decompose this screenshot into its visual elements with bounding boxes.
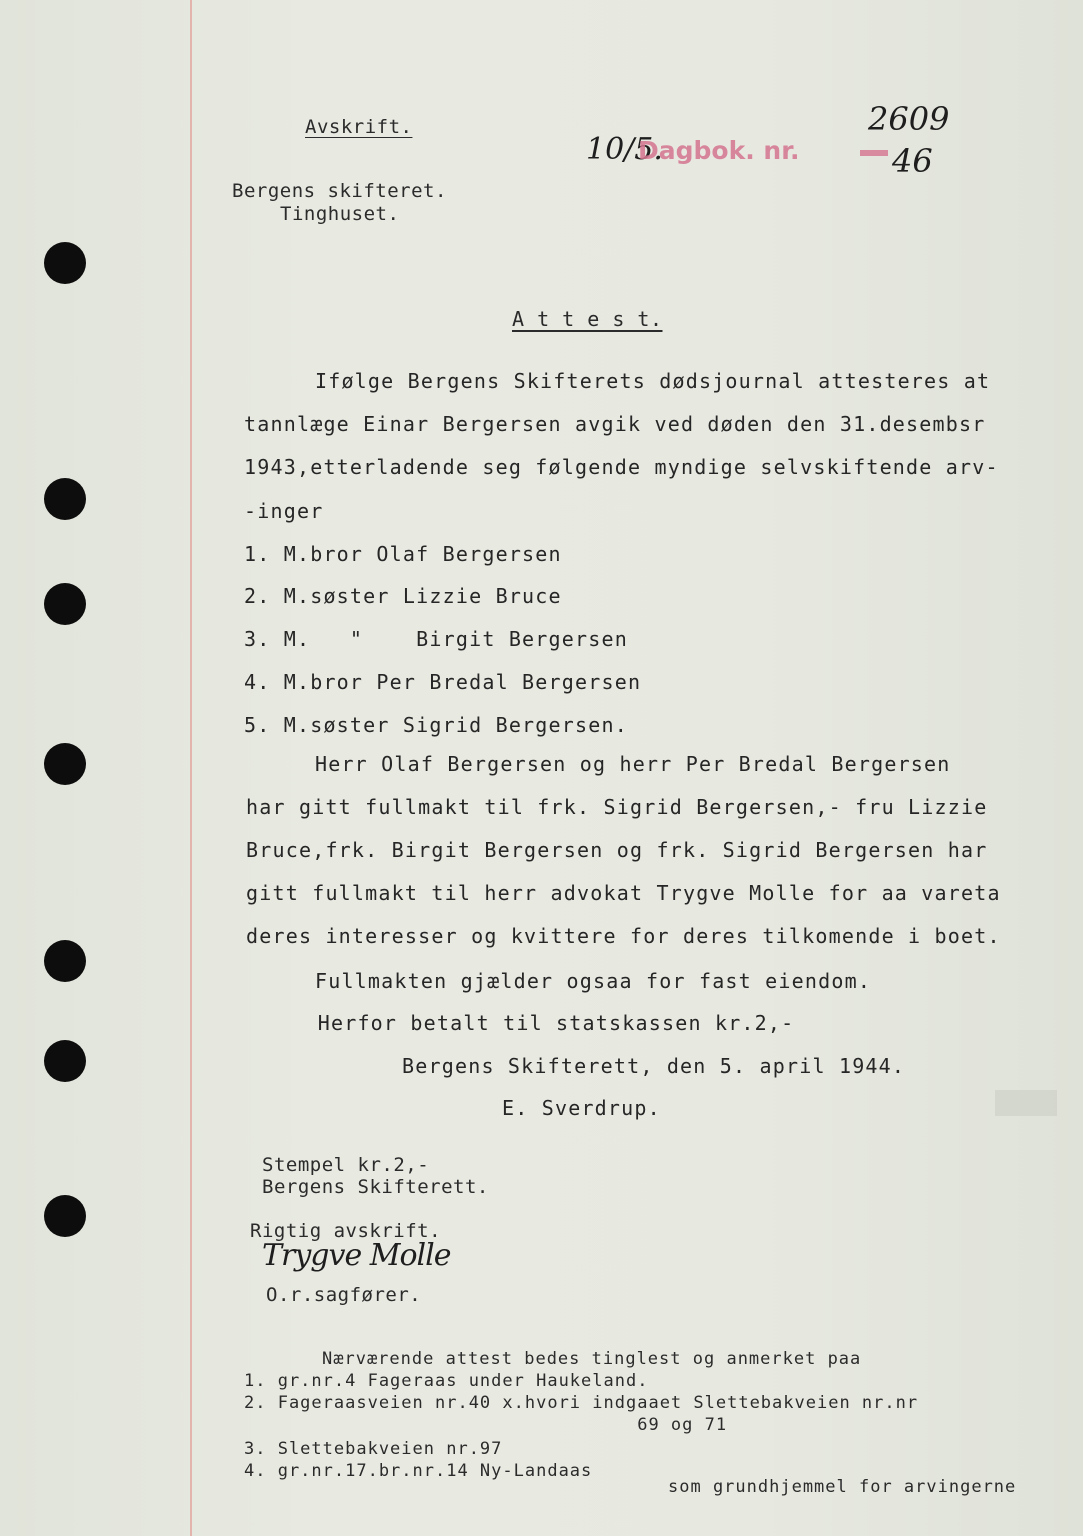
paragraph-line: Ifølge Bergens Skifterets dødsjournal attesteres at bbox=[262, 369, 991, 393]
heir-item: 2. M.søster Lizzie Bruce bbox=[244, 584, 562, 608]
registration-item: 2. Fageraasveien nr.40 x.hvori indgaaet Slettebakveien nr.nr bbox=[244, 1393, 919, 1413]
certified-copy-label: Rigtig avskrift. bbox=[250, 1220, 442, 1242]
paragraph-line: -inger bbox=[244, 499, 324, 523]
authority-line: Herfor betalt til statskassen kr.2,- bbox=[278, 1011, 795, 1035]
signatory: E. Sverdrup. bbox=[502, 1096, 661, 1120]
punch-hole bbox=[44, 478, 86, 520]
registration-item: 1. gr.nr.4 Fageraas under Haukeland. bbox=[244, 1371, 649, 1391]
registration-item: 4. gr.nr.17.br.nr.14 Ny-Landaas bbox=[244, 1461, 593, 1481]
signer-role: O.r.sagfører. bbox=[266, 1284, 422, 1306]
document-title: Avskrift. bbox=[305, 116, 413, 138]
diary-stamp-label: Dagbok. nr. bbox=[638, 136, 800, 165]
stamp-fee-note: Stempel kr.2,- bbox=[262, 1154, 430, 1176]
punch-hole bbox=[44, 1040, 86, 1082]
certificate-heading: A t t e s t. bbox=[512, 307, 663, 331]
registration-intro: Nærværende attest bedes tinglest og anmerket paa bbox=[322, 1349, 862, 1369]
margin-rule bbox=[190, 0, 192, 1536]
stamp-bar bbox=[860, 150, 888, 156]
authority-line: Fullmakten gjælder ogsaa for fast eiendom. bbox=[262, 969, 872, 993]
heir-item: 3. M. " Birgit Bergersen bbox=[244, 627, 628, 651]
diary-year: 46 bbox=[892, 142, 933, 180]
stamp-office-note: Bergens Skifterett. bbox=[262, 1176, 489, 1198]
bleed-through-mark bbox=[995, 1090, 1057, 1116]
office-address: Tinghuset. bbox=[280, 203, 400, 225]
punch-hole bbox=[44, 583, 86, 625]
handwritten-signature: Trygve Molle bbox=[262, 1238, 451, 1273]
authority-line: deres interesser og kvittere for deres tilkomende i boet. bbox=[246, 924, 1001, 948]
place-and-date: Bergens Skifterett, den 5. april 1944. bbox=[402, 1054, 906, 1078]
punch-hole bbox=[44, 1195, 86, 1237]
paragraph-line: 1943,etterladende seg følgende myndige selvskiftende arv- bbox=[244, 455, 999, 479]
authority-line: Bruce,frk. Birgit Bergersen og frk. Sigrid Bergersen har bbox=[246, 838, 988, 862]
punch-hole bbox=[44, 242, 86, 284]
registration-closing: som grundhjemmel for arvingerne bbox=[668, 1477, 1017, 1497]
authority-line: Herr Olaf Bergersen og herr Per Bredal Bergersen bbox=[262, 752, 951, 776]
punch-hole bbox=[44, 743, 86, 785]
paragraph-line: tannlæge Einar Bergersen avgik ved døden den 31.desembsr bbox=[244, 412, 986, 436]
registration-item: 69 og 71 bbox=[244, 1415, 728, 1435]
authority-line: har gitt fullmakt til frk. Sigrid Bergersen,- fru Lizzie bbox=[246, 795, 988, 819]
authority-line: gitt fullmakt til herr advokat Trygve Molle for aa vareta bbox=[246, 881, 1001, 905]
registration-item: 3. Slettebakveien nr.97 bbox=[244, 1439, 503, 1459]
heir-item: 1. M.bror Olaf Bergersen bbox=[244, 542, 562, 566]
office-name: Bergens skifteret. bbox=[232, 180, 447, 202]
punch-hole bbox=[44, 940, 86, 982]
heir-item: 4. M.bror Per Bredal Bergersen bbox=[244, 670, 642, 694]
diary-number: 2609 bbox=[868, 100, 950, 138]
heir-item: 5. M.søster Sigrid Bergersen. bbox=[244, 713, 628, 737]
stamp-date: 10/5. bbox=[586, 132, 663, 167]
